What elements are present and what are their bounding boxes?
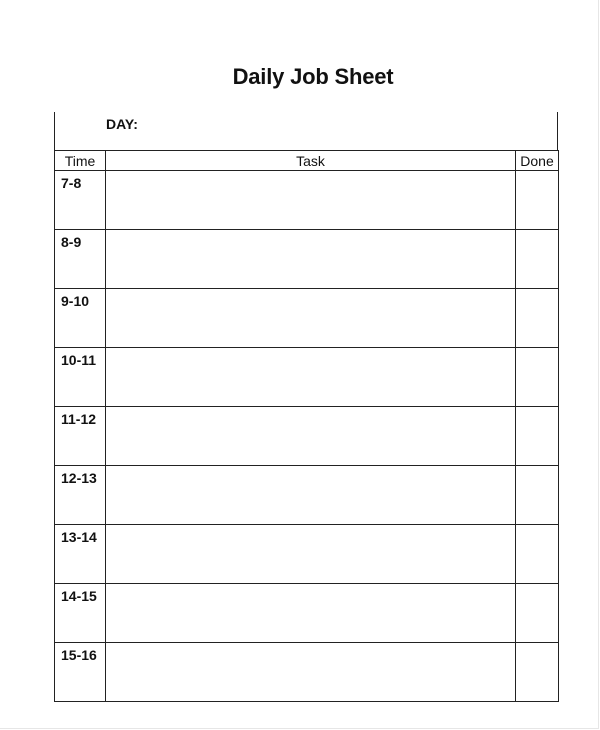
task-cell[interactable] bbox=[106, 584, 516, 643]
time-cell: 7-8 bbox=[55, 171, 106, 230]
time-cell: 14-15 bbox=[55, 584, 106, 643]
time-cell: 13-14 bbox=[55, 525, 106, 584]
page-title: Daily Job Sheet bbox=[232, 64, 394, 89]
task-cell[interactable] bbox=[106, 407, 516, 466]
done-cell[interactable] bbox=[516, 466, 559, 525]
time-cell: 9-10 bbox=[55, 289, 106, 348]
table-header-row bbox=[55, 151, 559, 171]
job-sheet-table bbox=[54, 150, 559, 702]
table-row bbox=[55, 584, 559, 643]
table-row bbox=[55, 230, 559, 289]
task-cell[interactable] bbox=[106, 289, 516, 348]
done-cell[interactable] bbox=[516, 525, 559, 584]
done-cell[interactable] bbox=[516, 289, 559, 348]
done-cell[interactable] bbox=[516, 584, 559, 643]
task-cell[interactable] bbox=[106, 230, 516, 289]
time-cell: 8-9 bbox=[55, 230, 106, 289]
task-cell[interactable] bbox=[106, 525, 516, 584]
task-cell[interactable] bbox=[106, 466, 516, 525]
done-cell[interactable] bbox=[516, 643, 559, 702]
time-cell: 10-11 bbox=[55, 348, 106, 407]
done-cell[interactable] bbox=[516, 348, 559, 407]
time-cell: 12-13 bbox=[55, 466, 106, 525]
table-row bbox=[55, 171, 559, 230]
task-cell[interactable] bbox=[106, 171, 516, 230]
table-row bbox=[55, 525, 559, 584]
task-column-header: Task bbox=[106, 151, 516, 171]
task-cell[interactable] bbox=[106, 643, 516, 702]
done-cell[interactable] bbox=[516, 230, 559, 289]
task-cell[interactable] bbox=[106, 348, 516, 407]
day-label: DAY: bbox=[106, 116, 138, 132]
table-row bbox=[55, 289, 559, 348]
done-cell[interactable] bbox=[516, 407, 559, 466]
table-row bbox=[55, 643, 559, 702]
done-cell[interactable] bbox=[516, 171, 559, 230]
time-column-header: Time bbox=[55, 151, 106, 171]
time-cell: 15-16 bbox=[55, 643, 106, 702]
table-row bbox=[55, 466, 559, 525]
time-cell: 11-12 bbox=[55, 407, 106, 466]
done-column-header: Done bbox=[516, 151, 559, 171]
table-row bbox=[55, 348, 559, 407]
table-row bbox=[55, 407, 559, 466]
